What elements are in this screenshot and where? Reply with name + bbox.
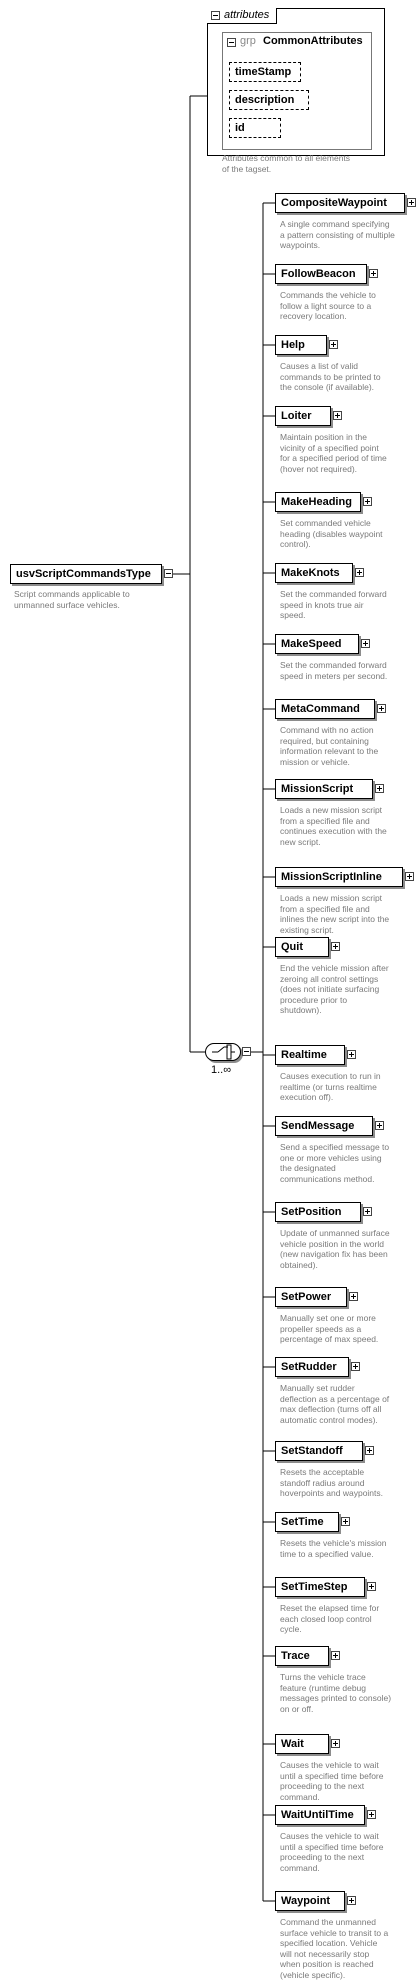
command-description: Loads a new mission script from a specified file and continues execution with the new script.	[280, 805, 387, 847]
command-name: Quit	[281, 941, 303, 953]
command-element-waypoint[interactable]	[275, 1891, 345, 1911]
command-element-makespeed[interactable]	[275, 634, 359, 654]
command-name: MakeKnots	[281, 567, 340, 579]
expand-icon[interactable]	[405, 872, 414, 881]
command-name: WaitUntilTime	[281, 1809, 354, 1821]
command-name: MakeSpeed	[281, 638, 342, 650]
command-element-settimestep[interactable]	[275, 1577, 365, 1597]
expand-icon[interactable]	[375, 784, 384, 793]
expand-icon[interactable]	[369, 269, 378, 278]
command-element-compositewaypoint[interactable]	[275, 193, 405, 213]
command-description: Commands the vehicle to follow a light source to a recovery location.	[280, 290, 376, 321]
root-element-name: usvScriptCommandsType	[16, 568, 151, 580]
command-name: MakeHeading	[281, 496, 352, 508]
command-description: Command with no action required, but containing information relevant to the mission or vehicle.	[280, 725, 379, 767]
attributes-description: Attributes common to all elements of the tagset.	[222, 153, 351, 174]
root-description: Script commands applicable to unmanned surface vehicles.	[14, 589, 130, 610]
command-element-metacommand[interactable]	[275, 699, 375, 719]
collapse-icon[interactable]	[164, 569, 173, 578]
choice-cardinality: 1..∞	[211, 1064, 232, 1076]
expand-icon[interactable]	[367, 1810, 376, 1819]
expand-icon[interactable]	[329, 340, 338, 349]
command-element-setrudder[interactable]	[275, 1357, 349, 1377]
command-description: Manually set one or more propeller speeds as a percentage of max speed.	[280, 1313, 379, 1344]
command-element-setstandoff[interactable]	[275, 1441, 363, 1461]
command-name: FollowBeacon	[281, 268, 356, 280]
expand-icon[interactable]	[367, 1582, 376, 1591]
command-element-setposition[interactable]	[275, 1202, 361, 1222]
command-element-realtime[interactable]	[275, 1045, 345, 1065]
expand-icon[interactable]	[363, 1207, 372, 1216]
command-element-wait[interactable]	[275, 1734, 329, 1754]
command-description: Set the commanded forward speed in meters per second.	[280, 660, 388, 681]
command-name: Realtime	[281, 1049, 327, 1061]
collapse-icon[interactable]	[242, 1047, 251, 1056]
command-description: Update of unmanned surface vehicle position in the world (new navigation fix has been obtained).	[280, 1228, 390, 1270]
command-element-makeknots[interactable]	[275, 563, 353, 583]
command-description: Set commanded vehicle heading (disables waypoint control).	[280, 518, 383, 549]
command-description: Reset the elapsed time for each closed loop control cycle.	[280, 1603, 380, 1634]
command-element-quit[interactable]	[275, 937, 329, 957]
command-element-help[interactable]	[275, 335, 327, 355]
command-description: Turns the vehicle trace feature (runtime debug messages printed to console) on or off.	[280, 1672, 392, 1714]
expand-icon[interactable]	[377, 704, 386, 713]
command-element-settime[interactable]	[275, 1512, 339, 1532]
command-name: MissionScriptInline	[281, 871, 382, 883]
command-name: SetTimeStep	[281, 1581, 348, 1593]
collapse-icon[interactable]	[211, 11, 220, 20]
expand-icon[interactable]	[331, 942, 340, 951]
choice-compositor[interactable]	[205, 1043, 241, 1061]
command-description: Resets the acceptable standoff radius around hoverpoints and waypoints.	[280, 1467, 384, 1498]
expand-icon[interactable]	[351, 1362, 360, 1371]
expand-icon[interactable]	[361, 639, 370, 648]
command-name: SendMessage	[281, 1120, 355, 1132]
expand-icon[interactable]	[341, 1517, 350, 1526]
command-description: End the vehicle mission after zeroing all control settings (does not initiate surfacing procedure prior to shutdown).	[280, 963, 389, 1015]
expand-icon[interactable]	[347, 1896, 356, 1905]
expand-icon[interactable]	[331, 1739, 340, 1748]
command-element-loiter[interactable]	[275, 406, 331, 426]
attributes-tab	[207, 8, 277, 24]
attributes-title: attributes	[224, 9, 270, 21]
command-name: SetStandoff	[281, 1445, 343, 1457]
command-element-makeheading[interactable]	[275, 492, 361, 512]
command-element-followbeacon[interactable]	[275, 264, 367, 284]
attribute-id[interactable]: id	[229, 118, 281, 138]
expand-icon[interactable]	[349, 1292, 358, 1301]
command-name: MetaCommand	[281, 703, 360, 715]
command-name: SetRudder	[281, 1361, 337, 1373]
root-element[interactable]	[10, 564, 162, 584]
command-name: Help	[281, 339, 305, 351]
expand-icon[interactable]	[407, 198, 416, 207]
expand-icon[interactable]	[363, 497, 372, 506]
command-name: MissionScript	[281, 783, 354, 795]
command-name: Wait	[281, 1738, 304, 1750]
command-description: Causes the vehicle to wait until a specified time before proceeding to the next command.	[280, 1831, 384, 1873]
command-description: Maintain position in the vicinity of a specified point for a specified period of time (hover not required).	[280, 432, 387, 474]
grp-name: CommonAttributes	[263, 35, 363, 47]
command-element-missionscript[interactable]	[275, 779, 373, 799]
command-name: Waypoint	[281, 1895, 331, 1907]
attribute-description[interactable]: description	[229, 90, 309, 110]
command-name: SetPower	[281, 1291, 332, 1303]
command-description: Resets the vehicle's mission time to a specified value.	[280, 1538, 387, 1559]
grp-prefix: grp	[240, 35, 256, 47]
command-name: Trace	[281, 1650, 310, 1662]
command-description: Send a specified message to one or more vehicles using the designated communications method.	[280, 1142, 390, 1184]
expand-icon[interactable]	[355, 568, 364, 577]
expand-icon[interactable]	[331, 1651, 340, 1660]
command-description: Loads a new mission script from a specified file and inlines the new script into the existing script.	[280, 893, 390, 935]
command-description: Command the unmanned surface vehicle to transit to a specified location. Vehicle will not necessarily stop when position is reached (vehicle specific).	[280, 1917, 389, 1980]
command-description: Set the commanded forward speed in knots true air speed.	[280, 589, 387, 620]
command-description: Causes execution to run in realtime (or turns realtime execution off).	[280, 1071, 381, 1102]
command-name: SetTime	[281, 1516, 324, 1528]
command-element-waituntiltime[interactable]	[275, 1805, 365, 1825]
command-description: Causes a list of valid commands to be printed to the console (if available).	[280, 361, 381, 392]
expand-icon[interactable]	[347, 1050, 356, 1059]
command-description: Causes the vehicle to wait until a specified time before proceeding to the next command.	[280, 1760, 384, 1802]
command-description: A single command specifying a pattern consisting of multiple waypoints.	[280, 219, 395, 250]
command-name: CompositeWaypoint	[281, 197, 387, 209]
command-name: SetPosition	[281, 1206, 342, 1218]
command-element-setpower[interactable]	[275, 1287, 347, 1307]
command-name: Loiter	[281, 410, 312, 422]
command-element-trace[interactable]	[275, 1646, 329, 1666]
collapse-icon[interactable]	[227, 38, 236, 47]
command-element-missionscriptinline[interactable]	[275, 867, 403, 887]
choice-icon	[206, 1044, 240, 1060]
command-description: Manually set rudder deflection as a percentage of max deflection (turns off all automatic control modes).	[280, 1383, 390, 1425]
expand-icon[interactable]	[333, 411, 342, 420]
expand-icon[interactable]	[365, 1446, 374, 1455]
expand-icon[interactable]	[375, 1121, 384, 1130]
command-element-sendmessage[interactable]	[275, 1116, 373, 1136]
attribute-timestamp[interactable]: timeStamp	[229, 62, 301, 82]
